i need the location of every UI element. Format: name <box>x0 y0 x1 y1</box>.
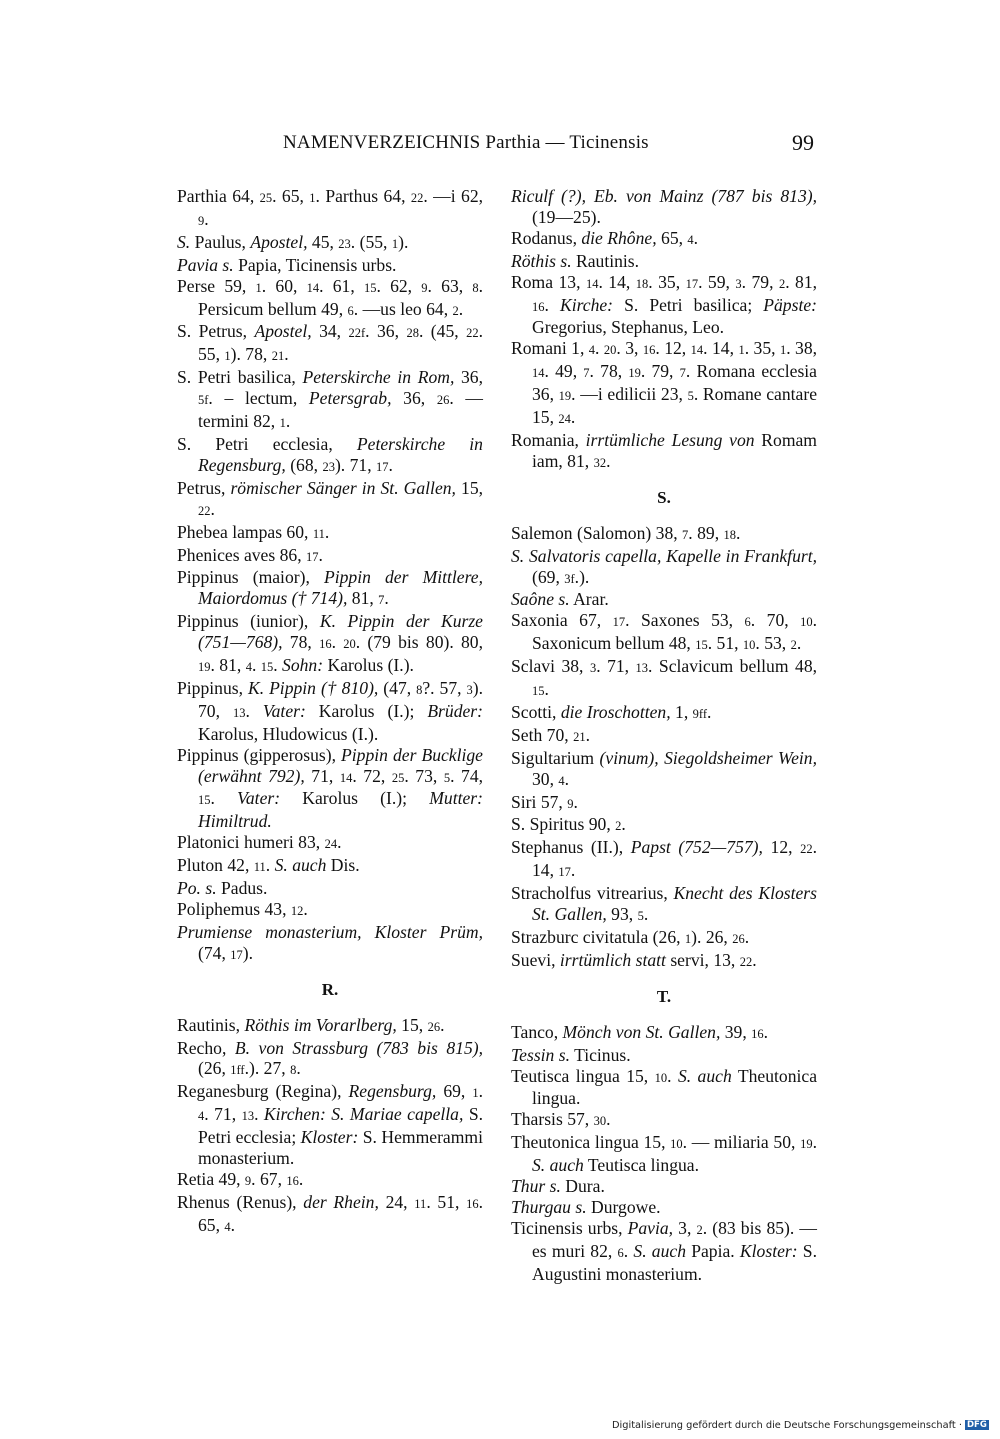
index-entry: Pippinus (maior), Pippin der Mittlere, Maiordomus († 714), 81, 7. <box>177 567 483 609</box>
index-entry: Sclavi 38, 3. 71, 13. Sclavicum bellum 48, 15. <box>511 656 818 700</box>
index-entry: Phebea lampas 60, 11. <box>177 521 330 542</box>
section-heading: R. <box>321 979 339 999</box>
index-entry: Phenices aves 86, 17. <box>177 544 323 565</box>
index-entry: Rhenus (Renus), der Rhein, 24, 11. 51, 16. 65, 4. <box>177 1191 483 1235</box>
footer-text: Digitalisierung gefördert durch die Deutsche Forschungsgemeinschaft <box>612 1420 956 1431</box>
index-entry: Reganesburg (Regina), Regensburg, 69, 1. 4. 71, 13. Kirchen: S. Mariae capella, S. Petri ecclesia; Kloster: S. Hemmerammi monasterium. <box>177 1081 483 1169</box>
dfg-logo: DFG <box>966 1420 987 1430</box>
index-entry: Theutonica lingua 15, 10. — miliaria 50, 19. S. auch Teutisca lingua. <box>511 1132 817 1176</box>
index-entry: Romania, irrtümliche Lesung von Romam iam, 81, 32. <box>511 429 817 471</box>
index-entry: Romani 1, 4. 20. 3, 16. 12, 14. 14, 1. 35, 1. 38, 14. 49, 7. 78, 19. 79, 7. Romana ecclesia 36, 19. —i edilicii 23, 5. Romane cantare 15, 24. <box>511 338 818 428</box>
index-entry: Pavia s. Papia, Ticinensis urbs. <box>177 254 397 275</box>
index-entry: Strazburc civitatula (26, 1). 26, 26. <box>511 927 750 947</box>
index-entry: Rodanus, die Rhône, 65, 4. <box>511 227 699 248</box>
index-entry: Retia 49, 9. 67, 16. <box>177 1168 304 1189</box>
index-entry: Pippinus (gipperosus), Pippin der Bucklige (erwähnt 792), 71, 14. 72, 25. 73, 5. 74, 15. Vater: Karolus (I.); Mutter: Himiltrud. <box>177 744 484 832</box>
index-entry: S. Petri basilica, Peterskirche in Rom, 36, 5f. – lectum, Petersgrab, 36, 26. — termini 82, 1. <box>177 367 484 432</box>
section-heading: S. <box>657 487 671 507</box>
index-entry: S. Spiritus 90, 2. <box>511 814 626 835</box>
index-entry: Saxonia 67, 17. Saxones 53, 6. 70, 10. Saxonicum bellum 48, 15. 51, 10. 53, 2. <box>511 610 817 654</box>
index-entry: Ticinensis urbs, Pavia, 3, 2. (83 bis 85). — es muri 82, 6. S. auch Papia. Kloster: S. Augustini monasterium. <box>511 1217 817 1284</box>
index-entry: Seth 70, 21. <box>511 724 590 745</box>
index-entry: Scotti, die Iroschotten, 1, 9ff. <box>511 701 712 722</box>
index-entry: Parthia 64, 25. 65, 1. Parthus 64, 22. —i 62, 9. <box>177 186 484 229</box>
index-entry: Thur s. Dura. <box>511 1176 605 1197</box>
index-entry: Roma 13, 14. 14, 18. 35, 17. 59, 3. 79, 2. 81, 16. Kirche: S. Petri basilica; Päpste: Gregorius, Stephanus, Leo. <box>511 271 818 338</box>
index-entry: Stephanus (II.), Papst (752—757), 12, 22. 14, 17. <box>511 837 818 881</box>
page-header <box>0 132 1000 162</box>
index-entry: Salemon (Salomon) 38, 7. 89, 18. <box>511 522 741 543</box>
index-entry: Recho, B. von Strassburg (783 bis 815), (26, 1ff.). 27, 8. <box>177 1037 483 1079</box>
footer-credit: Digitalisierung gefördert durch die Deutsche Forschungsgemeinschaft · DFG <box>612 1420 987 1431</box>
index-entry: S. Petrus, Apostel, 34, 22f. 36, 28. (45, 22. 55, 1). 78, 21. <box>177 321 483 365</box>
index-entry: Tharsis 57, 30. <box>511 1109 611 1130</box>
index-entry: Petrus, römischer Sänger in St. Gallen, 15, 22. <box>177 477 484 519</box>
index-entry: Teutisca lingua 15, 10. S. auch Theutonica lingua. <box>511 1065 818 1109</box>
index-entry: Siri 57, 9. <box>511 791 578 812</box>
index-entry: S. Salvatoris capella, Kapelle in Frankfurt, (69, 3f.). <box>511 545 817 587</box>
page-number: 99 <box>792 130 814 155</box>
index-entry: Stracholfus vitrearius, Knecht des Klosters St. Gallen, 93, 5. <box>511 883 817 925</box>
index-entry: Poliphemus 43, 12. <box>177 899 308 919</box>
index-entry: Perse 59, 1. 60, 14. 61, 15. 62, 9. 63, 8. Persicum bellum 49, 6. —us leo 64, 2. <box>177 275 484 319</box>
section-heading: T. <box>656 986 672 1006</box>
index-entry: Riculf (?), Eb. von Mainz (787 bis 813), (19—25). <box>511 186 817 227</box>
index-entry: Thurgau s. Durgowe. <box>511 1196 661 1217</box>
index-entry: Pluton 42, 11. S. auch Dis. <box>177 855 360 876</box>
right-column <box>511 186 817 1285</box>
index-entry: Po. s. Padus. <box>177 878 268 899</box>
index-entry: Sigultarium (vinum), Siegoldsheimer Wein, 30, 4. <box>511 747 817 789</box>
index-entry: Tessin s. Ticinus. <box>511 1044 631 1065</box>
index-entry: S. Petri ecclesia, Peterskirche in Regensburg, (68, 23). 71, 17. <box>177 433 483 475</box>
index-entry: Suevi, irrtümlich statt servi, 13, 22. <box>511 949 757 970</box>
left-column <box>177 186 483 1238</box>
index-entry: Platonici humeri 83, 24. <box>177 832 342 853</box>
index-entry: Tanco, Mönch von St. Gallen, 39, 16. <box>511 1021 769 1042</box>
index-entry: Pippinus (iunior), K. Pippin der Kurze (751—768), 78, 16. 20. (79 bis 80). 80, 19. 81, 4. 15. Sohn: Karolus (I.). <box>177 611 484 676</box>
index-entry: Röthis s. Rautinis. <box>511 250 640 271</box>
index-entry: Pippinus, K. Pippin († 810), (47, 8?. 57, 3). 70, 13. Vater: Karolus (I.); Brüder: Karolus, Hludowicus (I.). <box>177 677 484 744</box>
running-title: NAMENVERZEICHNIS Parthia — Ticinensis <box>283 132 649 153</box>
index-entry: Saône s. Arar. <box>511 589 609 610</box>
index-entry: Rautinis, Röthis im Vorarlberg, 15, 26. <box>177 1014 445 1035</box>
index-entry: S. Paulus, Apostel, 45, 23. (55, 1). <box>177 231 409 252</box>
index-entry: Prumiense monasterium, Kloster Prüm, (74, 17). <box>177 921 483 963</box>
